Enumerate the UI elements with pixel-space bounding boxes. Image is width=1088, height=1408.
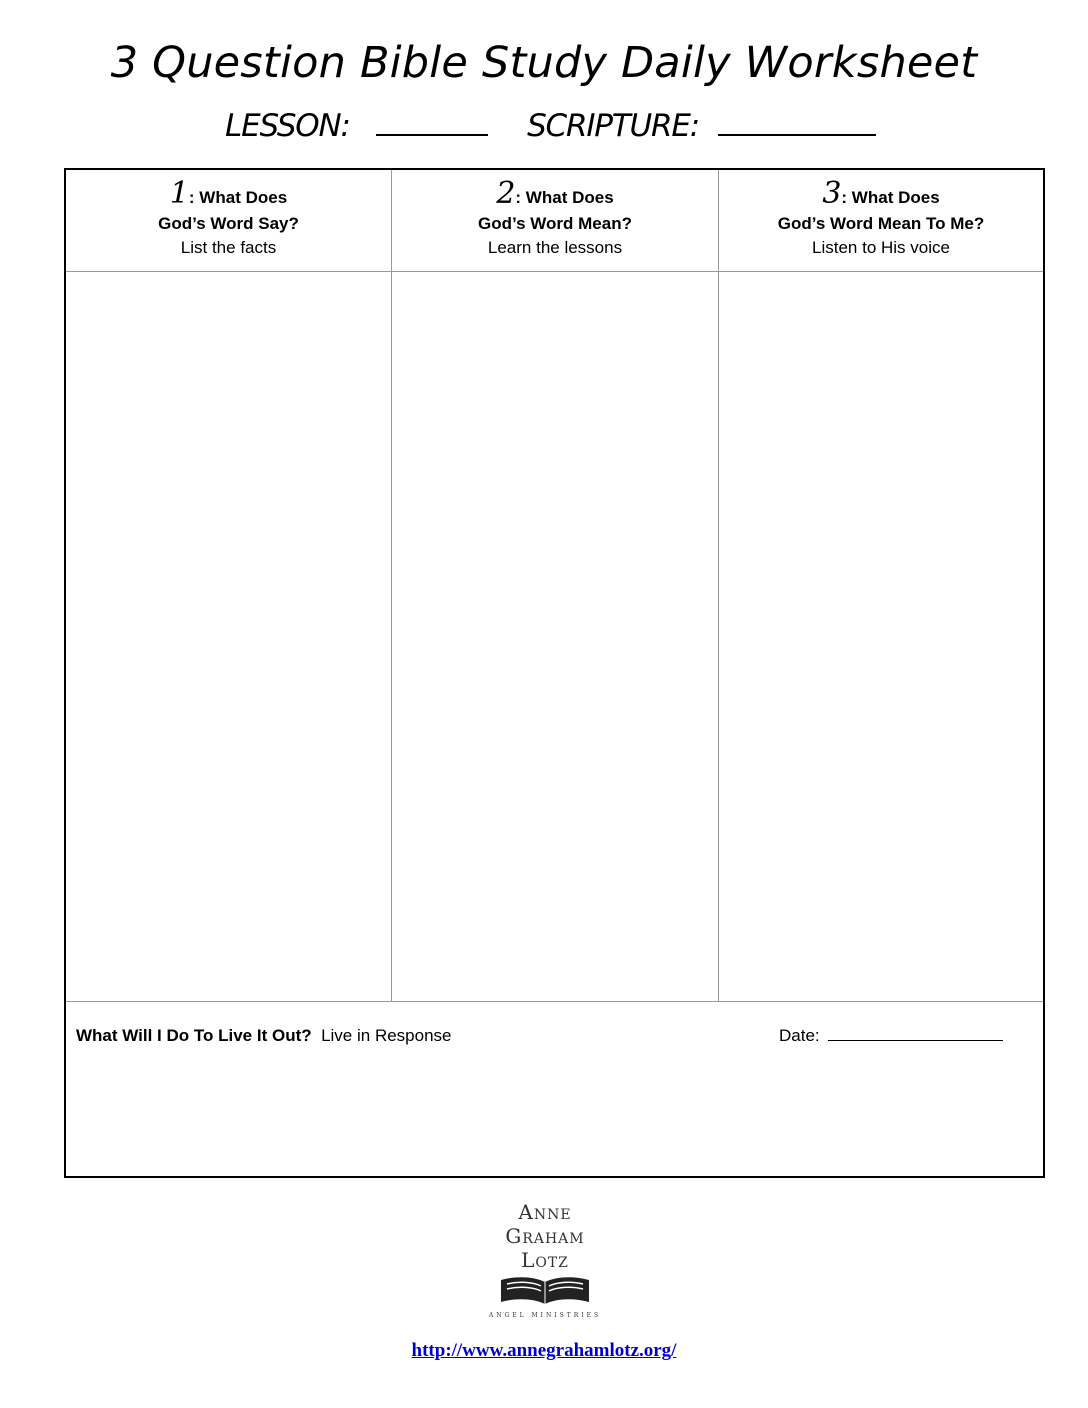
column-1-writing-area[interactable]	[66, 272, 391, 1001]
column-line2: God’s Word Mean?	[478, 214, 632, 233]
column-line2: God’s Word Say?	[158, 214, 299, 233]
date-blank[interactable]	[828, 1039, 1003, 1041]
response-question: What Will I Do To Live It Out?	[76, 1026, 312, 1045]
column-line1: : What Does	[188, 188, 288, 207]
logo-ministry: ANGEL MINISTRIES	[488, 1312, 602, 1319]
logo-line3: Lotz	[521, 1248, 569, 1272]
column-line3: Learn the lessons	[487, 238, 623, 257]
column-line1: : What Does	[515, 188, 614, 207]
response-writing-area[interactable]	[66, 1060, 1043, 1176]
column-header-2	[392, 170, 718, 271]
logo-line2: Graham	[505, 1224, 585, 1248]
column-3-writing-area[interactable]	[719, 272, 1043, 1001]
column-header-3	[719, 170, 1043, 271]
lesson-scripture-line	[225, 108, 876, 144]
response-prompt	[76, 1026, 452, 1046]
scripture-blank[interactable]	[718, 133, 876, 136]
logo-line1: Anne	[518, 1200, 572, 1224]
column-number: 3	[822, 176, 842, 211]
worksheet-table	[64, 168, 1045, 1178]
response-divider	[66, 1001, 1043, 1002]
column-number: 2	[496, 176, 516, 211]
column-2-writing-area[interactable]	[392, 272, 718, 1001]
lesson-blank[interactable]	[376, 133, 488, 136]
scripture-label: SCRIPTURE:	[527, 108, 699, 144]
column-number: 1	[169, 176, 189, 211]
column-line2: God’s Word Mean To Me?	[777, 214, 985, 233]
lesson-label: LESSON:	[225, 108, 350, 144]
date-label: Date:	[779, 1026, 820, 1045]
response-subtitle: Live in Response	[321, 1026, 452, 1045]
column-line3: List the facts	[180, 238, 277, 257]
page-title: 3 Question Bible Study Daily Worksheet	[110, 38, 978, 88]
column-line1: : What Does	[841, 188, 940, 207]
column-line3: Listen to His voice	[812, 238, 950, 257]
open-book-icon	[495, 1274, 595, 1308]
column-header-1	[66, 170, 391, 271]
ministry-logo	[470, 1200, 620, 1319]
date-field	[779, 1026, 1003, 1046]
website-link[interactable]: http://www.annegrahamlotz.org/	[411, 1340, 677, 1361]
